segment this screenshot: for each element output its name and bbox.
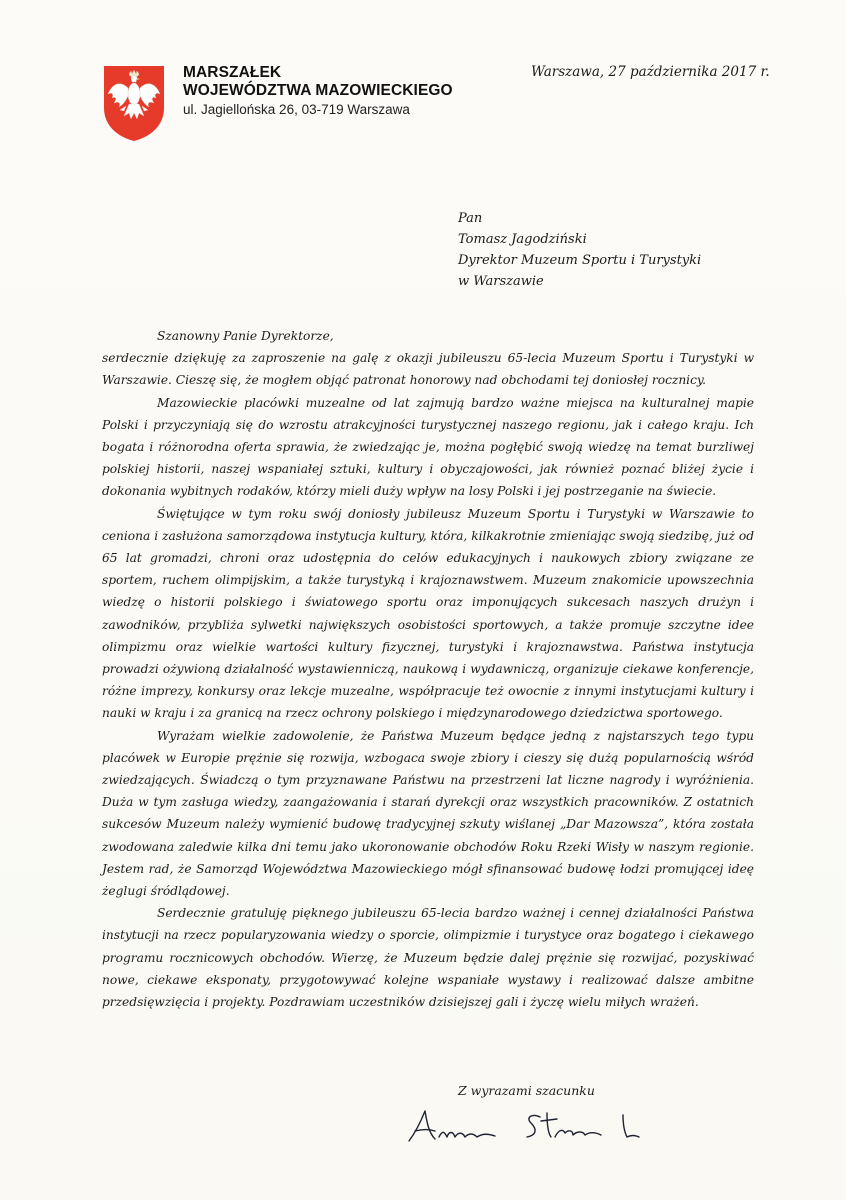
paragraph-1: serdecznie dziękuję za zaproszenie na galę z okazji jubileuszu 65-lecia Muzeum Sportu i Turystyki w Warszawie. Cieszę się, że mogłem objąć patronat honorowy nad obchodami tej doniosłej rocznicy. — [102, 351, 754, 388]
paragraph-2: Mazowieckie placówki muzealne od lat zajmują bardzo ważne miejsca na kulturalnej mapie Polski i przyczyniają się do wzrostu atrakcyjności turystycznej naszego regionu, jak i całego kraju. Ich bogata i różnorodna oferta sprawia, że zwiedzając je, można pogłębić swoją wiedzę na temat burzliwej polskiej historii, naszej wspaniałej sztuki, kultury i obyczajowości, jak również poznać bliżej życie i dokonania wybitnych rodaków, którzy mieli duży wpływ na losy Polski i jej postrzeganie na świecie. — [102, 395, 754, 499]
letterhead — [183, 64, 453, 119]
recipient-line-1: Pan — [458, 211, 483, 226]
handwritten-signature-icon — [405, 1103, 645, 1149]
recipient-block — [458, 208, 701, 292]
salutation: Szanowny Panie Dyrektorze, — [157, 329, 334, 343]
eagle-crest-icon — [102, 64, 166, 142]
closing-line: Z wyrazami szacunku — [458, 1083, 595, 1098]
recipient-line-4: w Warszawie — [458, 274, 544, 289]
letterhead-title-line1: MARSZAŁEK — [183, 64, 282, 81]
recipient-line-2: Tomasz Jagodziński — [458, 232, 587, 247]
letter-body — [102, 325, 754, 1013]
paragraph-3: Świętujące w tym roku swój doniosły jubileusz Muzeum Sportu i Turystyki w Warszawie to ceniona i zasłużona samorządowa instytucja kultury, która, kilkakrotnie zmieniając swoją siedzibę, już od 65 lat gromadzi, chroni oraz udostępnia do celów edukacyjnych i naukowych zbiory związane ze sportem, ruchem olimpijskim, a także turystyką i krajoznawstwem. Muzeum znakomicie upowszechnia wiedzę o historii polskiego i światowego sportu oraz imponujących sukcesach naszych drużyn i zawodników, przybliża sylwetki największych osobistości sportowych, a także promuje szczytne idee olimpizmu oraz wielkie wartości kultury fizycznej, turystyki i krajoznawstwa. Państwa instytucja prowadzi ożywioną działalność wystawienniczą, naukową i wydawniczą, organizuje ciekawe konferencje, różne imprezy, konkursy oraz lekcje muzealne, współpracuje też owocnie z innymi instytucjami kultury i nauki w kraju i za granicą na rzecz ochrony polskiego i międzynarodowego dziedzictwa sportowego. — [102, 506, 754, 721]
paragraph-5: Serdecznie gratuluję pięknego jubileuszu 65-lecia bardzo ważnej i cennej działalności Państwa instytucji na rzecz popularyzowania wiedzy o sporcie, olimpizmie i turystyce oraz bogatego i ciekawego programu rocznicowych obchodów. Wierzę, że Muzeum będzie dalej prężnie się rozwijać, pozyskiwać nowe, ciekawe eksponaty, przygotowywać kolejne wspaniałe wystawy i realizować dalsze ambitne przedsięwzięcia i projekty. Pozdrawiam uczestników dzisiejszej gali i życzę wielu miłych wrażeń. — [102, 906, 754, 1010]
letterhead-address: ul. Jagiellońska 26, 03-719 Warszawa — [183, 102, 410, 117]
recipient-line-3: Dyrektor Muzeum Sportu i Turystyki — [458, 253, 702, 268]
paragraph-4: Wyrażam wielkie zadowolenie, że Państwa Muzeum będące jedną z najstarszych tego typu placówek w Europie prężnie się rozwija, wzbogaca swoje zbiory i cieszy się dużą popularnością wśród zwiedzających. Świadczą o tym przyznawane Państwu na przestrzeni lat liczne nagrody i wyróżnienia. Duża w tym zasługa wiedzy, zaangażowania i starań dyrekcji oraz wszystkich pracowników. Z ostatnich sukcesów Muzeum należy wymienić budowę tradycyjnej szkuty wiślanej „Dar Mazowsza”, która została zwodowana zaledwie kilka dni temu jako ukoronowanie obchodów Roku Rzeki Wisły w naszym regionie. Jestem rad, że Samorząd Województwa Mazowieckiego mógł sfinansować budowę łodzi promującej ideę żeglugi śródlądowej. — [102, 728, 754, 899]
letter-date: Warszawa, 27 października 2017 r. — [531, 64, 770, 80]
letterhead-title-line2: WOJEWÓDZTWA MAZOWIECKIEGO — [183, 82, 453, 99]
